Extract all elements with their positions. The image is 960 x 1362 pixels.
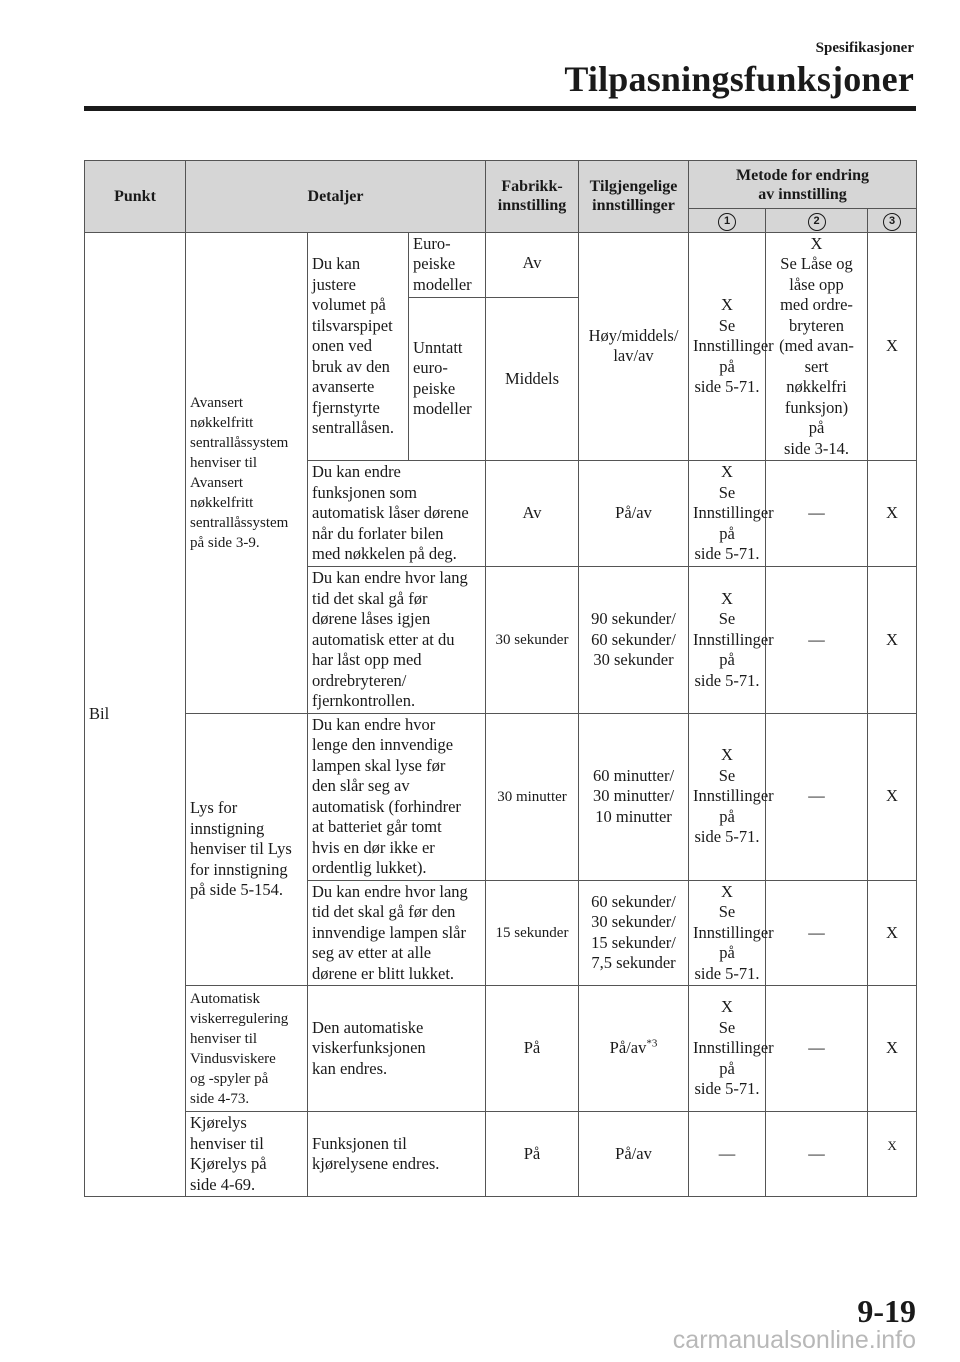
- table-row: [85, 986, 917, 1112]
- cell-method-1: X Se Innstillinger på side 5-71.: [689, 567, 766, 714]
- available-value: På/av: [609, 1038, 647, 1058]
- method-2-header: [766, 209, 868, 233]
- cell-method-3: X: [868, 880, 917, 986]
- cell-details: Den automatiske viskerfunksjonen kan endres.: [308, 986, 486, 1112]
- cell-default: Av: [486, 232, 579, 297]
- cell-method-1: —: [689, 1112, 766, 1197]
- cell-default: 15 sekunder: [486, 880, 579, 986]
- cell-details: Du kan endre hvor lenge den innvendige lampen skal lyse før den slår seg av automatisk (forhindrer at batteriet går tomt hvis en dør ikke er ordentlig lukket).: [308, 713, 486, 880]
- cell-method-1: X Se Innstillinger på side 5-71.: [689, 461, 766, 567]
- table-row: [85, 713, 917, 880]
- cell-method-1: X Se Innstillinger på side 5-71.: [689, 713, 766, 880]
- cell-method-1: X Se Innstillinger på side 5-71.: [689, 880, 766, 986]
- cell-details: Du kan justere volumet på tilsvarspipet onen ved bruk av den avanserte fjernstyrte sentrallåsen.: [308, 232, 409, 461]
- cell-method-2: —: [766, 713, 868, 880]
- cell-available: På/av: [579, 1112, 689, 1197]
- cell-available: På/av: [579, 461, 689, 567]
- cell-default: 30 minutter: [486, 713, 579, 880]
- cell-method-3: X: [868, 461, 917, 567]
- watermark: carmanualsonline.info: [672, 1326, 916, 1354]
- circled-1-icon: 1: [718, 213, 736, 231]
- cell-method-2: X Se Låse og låse opp med ordre- bryteren (med avan- sert nøkkelfri funksjon) på side 3-14.: [766, 232, 868, 461]
- cell-details: Du kan endre funksjonen som automatisk låser dørene når du forlater bilen med nøkkelen på deg.: [308, 461, 486, 567]
- cell-method-3: X: [868, 567, 917, 714]
- cell-method-2: —: [766, 461, 868, 567]
- cell-method-3: X: [868, 986, 917, 1112]
- title-rule: [84, 106, 916, 111]
- cell-available: 90 sekunder/ 60 sekunder/ 30 sekunder: [579, 567, 689, 714]
- header-detaljer: Detaljer: [186, 161, 486, 233]
- cell-default: På: [486, 1112, 579, 1197]
- cell-method-3: X: [868, 232, 917, 461]
- section-label: Spesifikasjoner: [815, 40, 914, 56]
- page-title: Tilpasningsfunksjoner: [564, 59, 914, 99]
- cell-method-3: X: [868, 1112, 917, 1197]
- customization-table: [84, 160, 917, 1197]
- footnote-marker: *3: [646, 1037, 658, 1050]
- cell-default: Middels: [486, 297, 579, 460]
- cell-method-1: X Se Innstillinger på side 5-71.: [689, 232, 766, 461]
- header-row: [85, 161, 917, 209]
- cell-available: 60 sekunder/ 30 sekunder/ 15 sekunder/ 7,5 sekunder: [579, 880, 689, 986]
- page-number: 9-19: [857, 1293, 916, 1329]
- cell-available: 60 minutter/ 30 minutter/ 10 minutter: [579, 713, 689, 880]
- cell-bil: Bil: [85, 232, 186, 1197]
- cell-method-2: —: [766, 986, 868, 1112]
- cell-group-visker: Automatisk viskerregulering henviser til Vindusviskere og -spyler på side 4-73.: [186, 986, 308, 1112]
- cell-method-1: X Se Innstillinger på side 5-71.: [689, 986, 766, 1112]
- cell-available: Høy/middels/ lav/av: [579, 232, 689, 461]
- circled-3-icon: 3: [883, 213, 901, 231]
- header-punkt: Punkt: [85, 161, 186, 233]
- cell-group-lys: Lys for innstigning henviser til Lys for innstigning på side 5-154.: [186, 713, 308, 986]
- cell-method-3: X: [868, 713, 917, 880]
- cell-default: 30 sekunder: [486, 567, 579, 714]
- header-fabrikk: Fabrikk- innstilling: [486, 161, 579, 233]
- table-row: [85, 1112, 917, 1197]
- cell-available: [579, 986, 689, 1112]
- cell-variant-non-euro: Unntatt euro- peiske modeller: [409, 297, 486, 460]
- cell-method-2: —: [766, 567, 868, 714]
- header-tilgjengelige: Tilgjengelige innstillinger: [579, 161, 689, 233]
- method-1-header: [689, 209, 766, 233]
- header-metode: Metode for endring av innstilling: [689, 161, 917, 209]
- method-3-header: [868, 209, 917, 233]
- cell-method-2: —: [766, 880, 868, 986]
- cell-variant-euro: Euro- peiske modeller: [409, 232, 486, 297]
- cell-details: Du kan endre hvor lang tid det skal gå før den innvendige lampen slår seg av etter at alle dørene er blitt lukket.: [308, 880, 486, 986]
- circled-2-icon: 2: [808, 213, 826, 231]
- cell-group-avansert: Avansert nøkkelfritt sentrallåssystem henviser til Avansert nøkkelfritt sentrallåssystem på side 3-9.: [186, 232, 308, 713]
- cell-method-2: —: [766, 1112, 868, 1197]
- cell-default: På: [486, 986, 579, 1112]
- cell-details: Du kan endre hvor lang tid det skal gå før dørene låses igjen automatisk etter at du har låst opp med ordrebryteren/ fjernkontrollen.: [308, 567, 486, 714]
- table-row: [85, 232, 917, 297]
- cell-group-kjorelys: Kjørelys henviser til Kjørelys på side 4-69.: [186, 1112, 308, 1197]
- cell-default: Av: [486, 461, 579, 567]
- cell-details: Funksjonen til kjørelysene endres.: [308, 1112, 486, 1197]
